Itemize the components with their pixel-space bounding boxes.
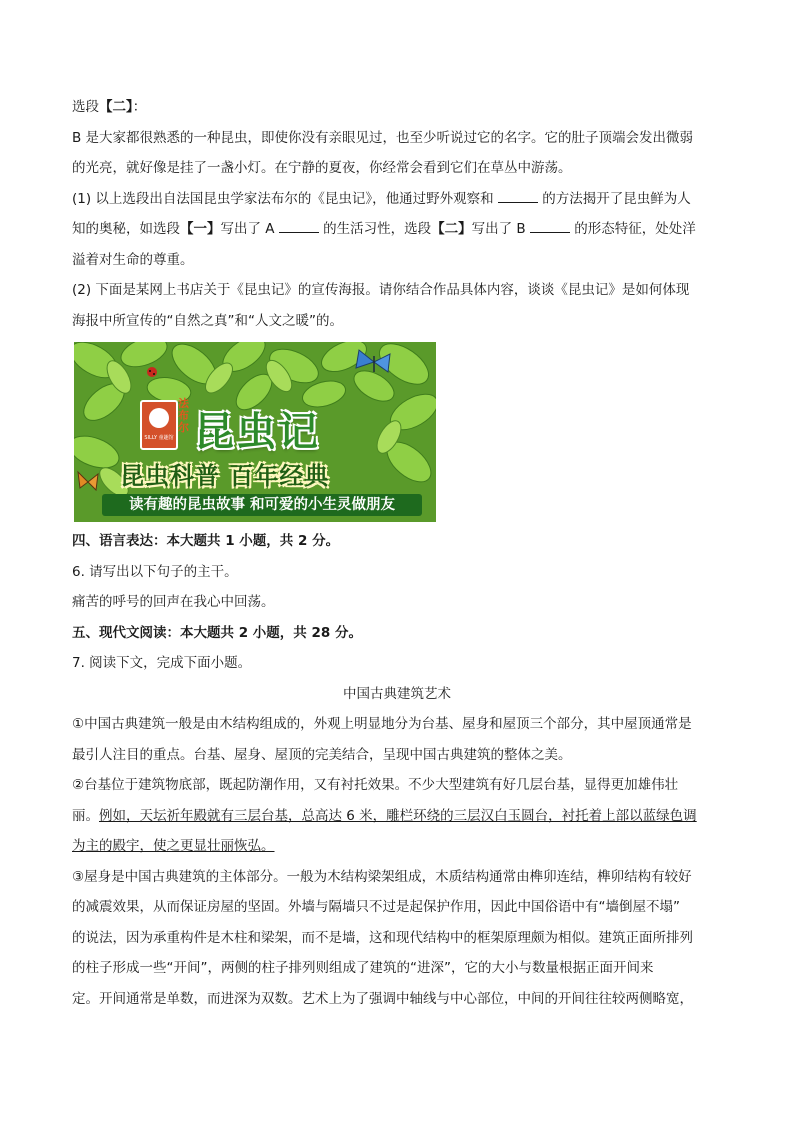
article-line: 的柱子形成一些“开间”，两侧的柱子排列则组成了建筑的“进深”，它的大小与数量根据正面开间来: [72, 960, 654, 976]
article-line: 丽。例如，天坛祈年殿就有三层台基，总高达 6 米，雕栏环绕的三层汉白玉圆台，衬托着上部以蓝绿色调: [72, 807, 697, 824]
flower-icon: [149, 408, 169, 428]
article-line: 最引人注目的重点。台基、屋身、屋顶的完美结合，呈现中国古典建筑的整体之美。: [72, 746, 572, 763]
article-line: ②台基位于建筑物底部，既起防潮作用，又有衬托效果。不少大型建筑有好几层台基，显得更加雄伟壮: [72, 777, 679, 793]
document-page: [72, 98, 722, 1020]
ladybug-icon: [147, 367, 157, 377]
article-line: 定。开间通常是单数，而进深为双数。艺术上为了强调中轴线与中心部位，中间的开间往往较两侧略宽，: [72, 990, 693, 1007]
question-6: 6. 请写出以下句子的主干。: [72, 563, 238, 580]
section2-text-line: B 是大家都很熟悉的一种昆虫，即使你没有亲眼见过，也至少听说过它的名字。它的肚子顶端会发出微弱: [72, 129, 694, 146]
article-line: 的说法，因为承重构件是木柱和梁架，而不是墙，这和现代结构中的框架原理颇为相似。建筑正面所排列: [72, 929, 693, 946]
question-1-line: (1) 以上选段出自法国昆虫学家法布尔的《昆虫记》，他通过野外观察和 的方法揭开了昆虫鲜为人: [72, 190, 691, 207]
poster-subtitle: 昆虫科普 百年经典: [120, 462, 330, 490]
article-line: 的减震效果，从而保证房屋的坚固。外墙与隔墙只不过是起保护作用，因此中国俗语中有“墙倒屋不塌”: [72, 899, 680, 915]
poster-title: 昆虫记: [194, 408, 320, 455]
section2-text-line: 的光亮，就好像是挂了一盏小灯。在宁静的夏夜，你经常会看到它们在草丛中游荡。: [72, 160, 572, 176]
book-poster: [74, 342, 436, 522]
section-heading: 五、现代文阅读：本大题共 2 小题，共 28 分。: [72, 624, 362, 641]
poster-banner: 读有趣的昆虫故事 和可爱的小生灵做朋友: [102, 494, 422, 516]
poster-author: 法布尔: [178, 397, 189, 434]
question-7: 7. 阅读下文，完成下面小题。: [72, 655, 252, 671]
section2-heading: 选段【二】：: [72, 99, 147, 115]
question-1-line: 溢着对生命的尊重。: [72, 251, 194, 268]
article-title: 中国古典建筑艺术: [343, 685, 451, 702]
article-line: [72, 837, 722, 855]
article-line: ③屋身是中国古典建筑的主体部分。一般为木结构梁架组成，木质结构通常由榫卯连结，榫卯结构有较好: [72, 868, 692, 885]
question-2-line: (2) 下面是某网上书店关于《昆虫记》的宣传海报。请你结合作品具体内容，谈谈《昆虫记》是如何体现: [72, 282, 690, 298]
question-1-line: 知的奥秘，如选段【一】写出了 A 的生活习性，选段【二】写出了 B 的形态特征，处处洋: [72, 221, 696, 237]
question-2-line: 海报中所宣传的“自然之真”和“人文之暖”的。: [72, 312, 343, 329]
section-heading: 四、语言表达：本大题共 1 小题，共 2 分。: [72, 533, 340, 549]
answer-blank[interactable]: [530, 220, 570, 233]
article-line: ①中国古典建筑一般是由木结构组成的，外观上明显地分为台基、屋身和屋顶三个部分，其中屋顶通常是: [72, 716, 692, 732]
underlined-sentence: 例如，天坛祈年殿就有三层台基，总高达 6 米，雕栏环绕的三层汉白玉圆台，衬托着上部以蓝绿色调: [99, 807, 697, 824]
underlined-sentence: 为主的殿宇，使之更显壮丽恢弘。: [72, 838, 275, 854]
answer-blank[interactable]: [279, 220, 319, 233]
answer-blank[interactable]: [498, 190, 538, 203]
publisher-logo: SILLY 童趣馆: [140, 400, 178, 450]
question-6-sentence: 痛苦的呼号的回声在我心中回荡。: [72, 594, 275, 610]
